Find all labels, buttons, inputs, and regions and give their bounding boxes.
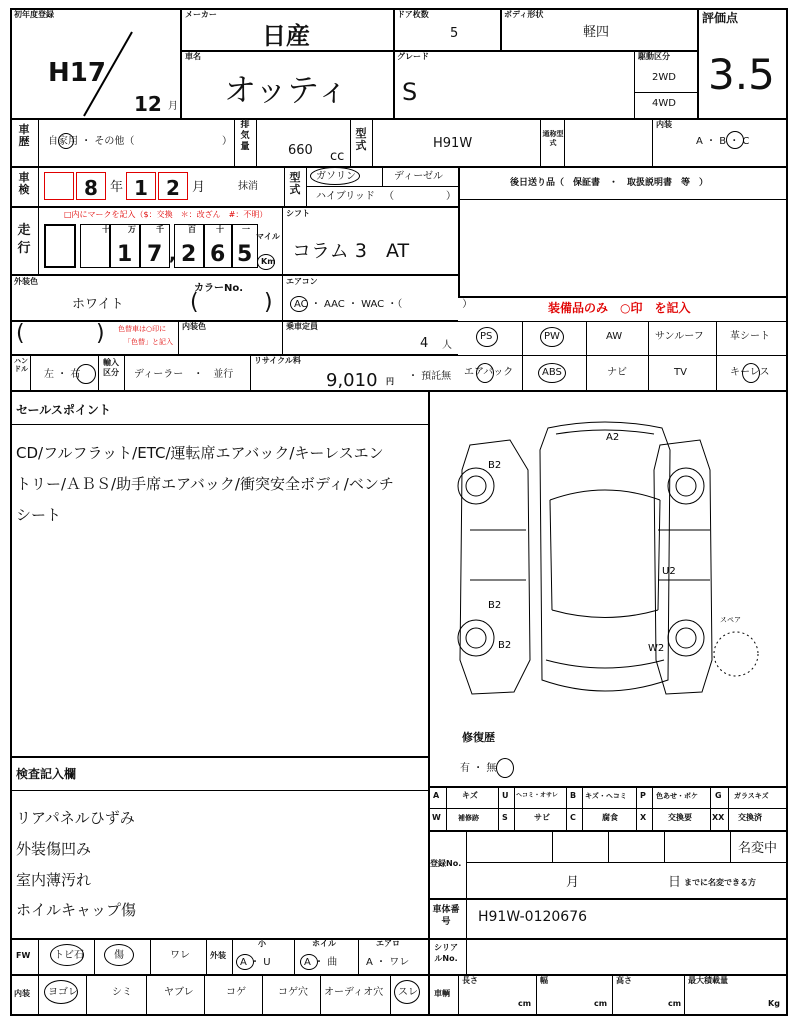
first-reg-label: 初年度登録 (14, 10, 54, 19)
equip-aw: AW (606, 331, 623, 342)
ac-options: AC ・ AAC ・ WAC ・（ ） (294, 299, 473, 310)
drive-4wd: 4WD (652, 98, 676, 109)
circle-mark (76, 364, 96, 384)
equip-sunroof: サンルーフ (655, 331, 704, 342)
ext-small: A ・ U (240, 957, 271, 968)
grade-value: S (402, 78, 418, 106)
circle-mark (742, 363, 760, 383)
sales-line: CD/フルフラット/ETC/運転席エアバック/キーレスエン (16, 444, 384, 462)
displacement-value: 660 (288, 143, 313, 158)
doors-value: 5 (450, 26, 459, 41)
grade-label: グレード (397, 52, 429, 61)
spare-label: スペア (720, 616, 741, 624)
ext-label: 外装 (210, 951, 226, 960)
sales-line: トリー/ＡＢＳ/助手席エアバック/衝突安全ボディ/ベンチ (16, 475, 394, 493)
circle-mark (58, 133, 74, 149)
paren: ) (96, 321, 105, 346)
dims-label: 車輌 (434, 989, 450, 998)
mileage-mark-box (44, 224, 76, 268)
equip-ps: PS (480, 331, 493, 342)
displacement-label: 排気量 (240, 120, 250, 152)
score-value: 3.5 (708, 50, 775, 99)
fuel-hybrid: ハイブリッド (316, 191, 375, 202)
interior-label: 内装 (656, 120, 672, 129)
circle-mark (540, 327, 564, 347)
circle-mark (104, 944, 134, 966)
int-label: 内装 (14, 989, 30, 998)
equip-tv: TV (674, 367, 687, 378)
equip-navi: ナビ (607, 367, 627, 378)
circle-mark (538, 363, 566, 383)
circle-mark (50, 944, 84, 966)
mileage-digit: 6 (210, 242, 226, 267)
paren: ( (190, 290, 199, 315)
history-label: 車歴 (18, 123, 30, 148)
check-item: 室内薄汚れ (16, 871, 92, 889)
damage-mark: B2 (498, 640, 512, 651)
spare-tire (714, 632, 758, 676)
seats-value: 4 (420, 336, 429, 351)
damage-mark: B2 (488, 460, 502, 471)
equip-title: 装備品のみ ○印 を記入 (548, 301, 691, 315)
recycle-value: 9,010 (326, 370, 378, 391)
mileage-digit: 2 (181, 242, 197, 267)
fw-label: FW (16, 951, 31, 960)
fw-chip: トビ石 (54, 950, 84, 961)
damage-mark: B2 (488, 600, 502, 611)
check-item: ホイルキャップ傷 (16, 901, 137, 919)
ext-wheel: A ・ 曲 (304, 957, 338, 968)
color-no-label: カラーNo. (194, 283, 244, 294)
slash-divider (80, 30, 140, 120)
equip-leather: 革シート (730, 331, 770, 342)
maker-label: メーカー (185, 10, 217, 19)
shift-value: コラム 3 AT (292, 240, 410, 262)
max-load-label: 最大積載量 (688, 976, 728, 985)
deposit-none: ・ 預託無 (408, 371, 452, 382)
ext-color-value: ホワイト (72, 297, 124, 312)
interior-grades: A ・ B ・ C (696, 136, 750, 147)
score-label: 評価点 (702, 11, 739, 25)
reg-no-label: 登録No. (430, 859, 462, 868)
sales-line: シート (16, 506, 62, 524)
reg-month: 12 (134, 92, 162, 116)
circle-mark (300, 954, 318, 970)
inspection-year-box (44, 172, 74, 200)
history-text: 自家用 ・ その他（ (48, 136, 135, 147)
model-value: H91W (433, 136, 473, 151)
era-year: H17 (48, 58, 106, 88)
erased-label: 抹消 (238, 181, 258, 192)
circle-mark (290, 296, 308, 312)
fuel-gasoline: ガソリン (316, 171, 356, 182)
paren: ( (16, 321, 25, 346)
circle-mark (310, 167, 360, 185)
mileage-digit: 5 (237, 242, 253, 267)
body-value: 軽四 (583, 25, 610, 40)
check-label: 検査記入欄 (16, 767, 77, 781)
fuel-diesel: ディーゼル (394, 171, 443, 182)
doors-label: ドア枚数 (397, 10, 429, 19)
ext-color-label: 外装色 (14, 277, 38, 286)
sales-label: セールスポイント (16, 403, 111, 417)
circle-mark (726, 131, 744, 149)
handle-side: 左 ・ 右 (44, 369, 81, 380)
handle-label: ハンドル (14, 357, 28, 373)
damage-mark: W2 (648, 643, 665, 654)
equip-airbag: エアバック (464, 367, 514, 378)
fw-crack: ワレ (170, 950, 190, 961)
damage-mark: U2 (662, 566, 676, 577)
circle-mark (496, 758, 514, 778)
mile-label: マイル (256, 232, 280, 241)
ext-aero: A ・ ワレ (366, 957, 410, 968)
km-label: Km (261, 257, 276, 266)
drive-label: 駆動区分 (638, 52, 670, 61)
maker-value: 日産 (262, 22, 310, 50)
mileage-digit: 7 (147, 242, 163, 267)
import-options: ディーラー ・ 並行 (134, 369, 234, 380)
color-change-note: 色替車は○印に (118, 325, 167, 333)
name-change-label: 名変中 (738, 841, 778, 856)
name-label: 車名 (185, 52, 201, 61)
mileage-comma: , (169, 244, 176, 265)
circle-mark (44, 980, 78, 1004)
mileage-label: 走行 (17, 223, 31, 256)
equip-abs: ABS (542, 367, 562, 378)
chassis-value: H91W-0120676 (478, 909, 588, 925)
circle-mark (476, 327, 498, 347)
check-item: リアパネルひずみ (16, 809, 135, 827)
check-item: 外装傷凹み (16, 840, 92, 858)
shift-label: シフト (286, 209, 310, 218)
paren: ) (264, 290, 273, 315)
int-color-label: 内装色 (182, 322, 206, 331)
ac-label: エアコン (286, 277, 318, 286)
equip-keyless: キーレス (730, 367, 770, 378)
serial-label: シリアルNo. (434, 943, 458, 963)
fw-scratch: 傷 (114, 950, 124, 961)
circle-mark (257, 254, 275, 270)
import-label: 輸入区分 (103, 358, 119, 377)
fuel-label: 型式 (289, 171, 301, 196)
circle-mark (394, 980, 420, 1004)
car-name: オッティ (224, 71, 349, 109)
reg-month-unit: 月 (168, 101, 178, 112)
car-damage-diagram (430, 410, 780, 720)
model-label: 型式 (355, 127, 367, 152)
mileage-digit: 1 (117, 242, 133, 267)
name-change-deadline: までに名変できる方 (684, 878, 756, 887)
inspection-label: 車検 (18, 171, 30, 196)
equip-pw: PW (544, 331, 560, 342)
recycle-label: リサイクル料 (254, 356, 301, 365)
int-dirt: ヨゴレ (48, 987, 78, 998)
circle-mark (236, 954, 254, 970)
body-label: ボディ形状 (504, 10, 544, 19)
circle-mark (476, 363, 494, 383)
repair-yes-no: 有 ・ 無 (460, 763, 497, 774)
inspection-month: 8 (84, 176, 98, 200)
chassis-label: 車体番号 (432, 905, 460, 927)
drive-2wd: 2WD (652, 72, 676, 83)
mileage-note: □内にマークを記入（$：交換 ＊：改ざん #：不明） (64, 210, 268, 219)
damage-mark: A2 (606, 432, 620, 443)
later-items-label: 後日送り品（ 保証書 ・ 取扱説明書 等 ） (510, 178, 709, 188)
seats-label: 乗車定員 (286, 322, 318, 331)
common-model-label: 通称型式 (542, 130, 564, 147)
repair-label: 修復歴 (462, 731, 495, 744)
